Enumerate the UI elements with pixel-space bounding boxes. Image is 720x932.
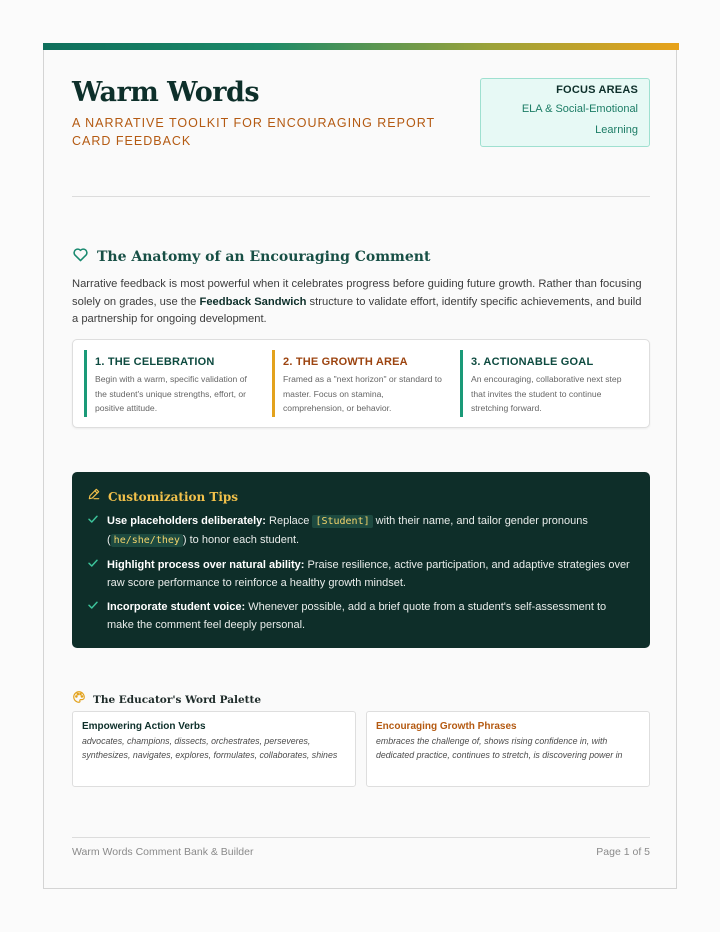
intro-text-end: structure to validate effort, identify specific achievements, and build a partnership for ongoing development. — [72, 295, 642, 325]
palette-card-verbs — [72, 711, 356, 787]
palette-icon — [72, 690, 86, 709]
tips-title: Customization Tips — [108, 489, 239, 504]
tip-text: with their name, and tailor gender pronouns ( — [107, 515, 588, 546]
tip-text: ) to honor each student. — [182, 534, 300, 546]
palette-card-title: Encouraging Growth Phrases — [376, 721, 517, 732]
card-title: 3. ACTIONABLE GOAL — [471, 356, 594, 368]
document-page — [43, 43, 677, 889]
anatomy-title: The Anatomy of an Encouraging Comment — [97, 249, 431, 265]
focus-areas-label: FOCUS AREAS — [556, 84, 638, 96]
tip-bold: Use placeholders deliberately: — [107, 515, 266, 527]
focus-areas-value: ELA & Social-Emotional Learning — [521, 103, 638, 136]
check-icon — [87, 557, 99, 569]
tip-item — [87, 556, 634, 592]
palette-title: The Educator's Word Palette — [93, 693, 262, 706]
card-growth-area — [272, 350, 447, 417]
tip-text: Praise resilience, active participation, and adaptive strategies over raw score performance to reinforce a healthy growth mindset. — [107, 559, 630, 589]
page-title: Warm Words — [72, 77, 260, 108]
card-title: 2. THE GROWTH AREA — [283, 356, 408, 368]
card-description: Framed as a "next horizon" or standard to master. Focus on stamina, comprehension, or behavior. — [283, 374, 442, 413]
page-number: Page 1 of 5 — [596, 846, 650, 858]
tip-bold: Incorporate student voice: — [107, 601, 246, 613]
intro-bold-term: Feedback Sandwich — [199, 295, 307, 308]
tip-item — [87, 512, 634, 550]
customization-tips-panel — [72, 472, 650, 648]
tips-heading — [87, 487, 634, 506]
card-description: An encouraging, collaborative next step that invites the student to continue stretching forward. — [471, 374, 622, 413]
palette-heading — [72, 690, 261, 709]
heart-icon — [72, 246, 89, 268]
card-celebration — [84, 350, 259, 417]
pencil-icon — [87, 487, 101, 506]
anatomy-intro — [72, 276, 650, 329]
placeholder-code-pronouns: he/she/they — [111, 534, 183, 547]
palette-card-text: advocates, champions, dissects, orchestrates, perseveres, synthesizes, navigates, explores, formulates, collaborates, shines — [82, 736, 338, 760]
tip-item — [87, 598, 634, 634]
footer-divider — [72, 837, 650, 838]
card-description: Begin with a warm, specific validation of the student's unique strengths, effort, or positive attitude. — [95, 374, 247, 413]
tip-bold: Highlight process over natural ability: — [107, 559, 305, 571]
feedback-sandwich-cards — [72, 339, 650, 428]
check-icon — [87, 513, 99, 525]
page-subtitle: A NARRATIVE TOOLKIT FOR ENCOURAGING REPORT CARD FEEDBACK — [72, 116, 435, 148]
intro-text-start: Narrative feedback is most powerful when it celebrates progress before guiding future growth. Rather than focusing solely on grades, use the — [72, 278, 642, 308]
placeholder-code-student: [Student] — [312, 515, 372, 528]
palette-card-title: Empowering Action Verbs — [82, 721, 206, 732]
footer-title: Warm Words Comment Bank & Builder — [72, 846, 254, 858]
gradient-top-bar — [43, 43, 679, 50]
palette-card-phrases — [366, 711, 650, 787]
header-divider — [72, 196, 650, 197]
anatomy-heading — [72, 246, 430, 268]
palette-card-text: embraces the challenge of, shows rising confidence in, with dedicated practice, continues to stretch, is discovering power in — [376, 736, 623, 760]
focus-areas-box — [480, 78, 650, 147]
check-icon — [87, 599, 99, 611]
tip-text: Whenever possible, add a brief quote from a student's self-assessment to make the comment feel deeply personal. — [107, 601, 607, 631]
card-title: 1. THE CELEBRATION — [95, 356, 215, 368]
card-actionable-goal — [460, 350, 635, 417]
tip-text: Replace — [265, 515, 313, 527]
